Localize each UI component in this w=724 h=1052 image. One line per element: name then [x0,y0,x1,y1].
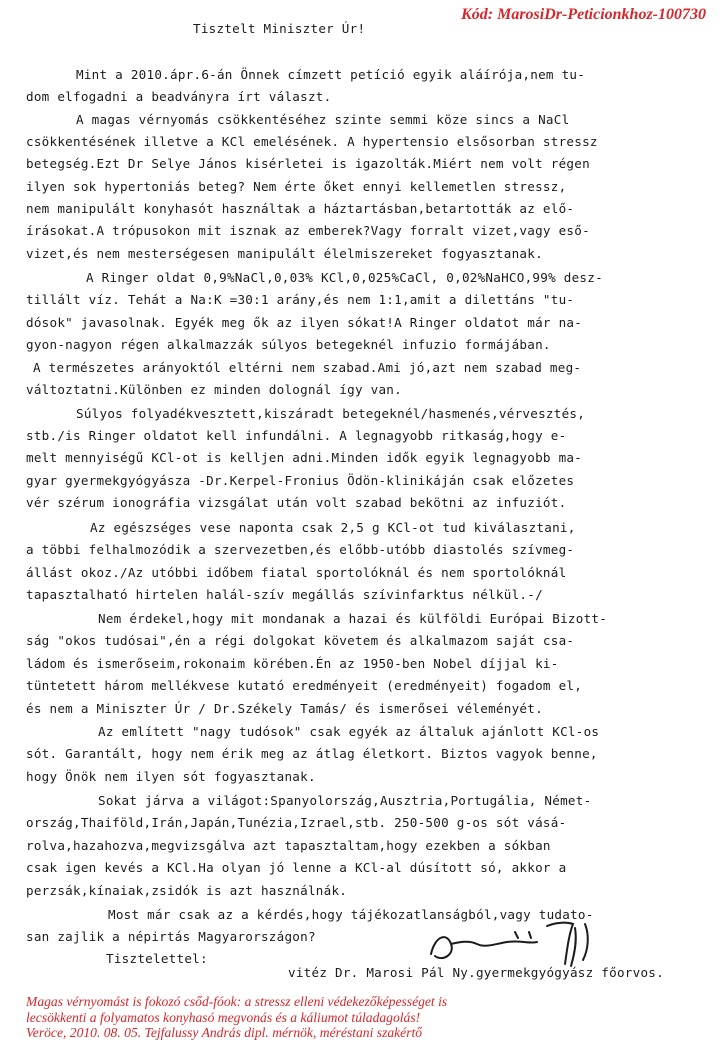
text-line: vizet,és nem mesterségesen manipulált élelmiszereket fogyasztanak. [26,246,543,261]
text-line: és nem a Miniszter Úr / Dr.Székely Tamás/ és ismerősei véleményét. [26,701,543,716]
text-line: betegség.Ezt Dr Selye János kisérletei is igazolták.Miért nem volt régen [26,156,590,171]
text-line: rolva,hazahozva,megvizsgálva azt tapasztaltam,hogy ezekben a sókban [26,838,551,853]
text-line: Az egészséges vese naponta csak 2,5 g KCl-ot tud kiválasztani, [90,520,576,535]
text-line: csak igen kevés a KCl.Ha olyan jó lenne a KCl-al dúsított só, akkor a [26,860,567,875]
text-line: sót. Garantált, hogy nem érik meg az átlag életkort. Biztos vagyok benne, [26,746,598,761]
text-line: tapasztalható hirtelen halál-szív megállás szívinfarktus nélkül.-/ [26,587,543,602]
handwritten-signature [425,914,610,974]
text-line: ilyen sok hypertoniás beteg? Nem érte őket ennyi kellemetlen stressz, [26,179,567,194]
text-line: tillált víz. Tehát a Na:K =30:1 arány,és nem 1:1,amit a dilettáns "tu- [26,292,575,307]
footer-line: Veröce, 2010. 08. 05. Tejfalussy András dipl. mérnök, méréstani szakértő [26,1025,423,1040]
text-line: ság "okos tudósai",én a régi dolgokat követem és alkalmazom saját csa- [26,633,575,648]
text-line: Mint a 2010.ápr.6-án Önnek címzett petíció egyik aláírója,nem tu- [76,67,586,82]
text-line: a többi felhalmozódik a szervezetben,és előbb-utóbb diastolés szívmeg- [26,542,575,557]
text-line: tüntetett három mellékvese kutató eredményeit (eredményeit) fogadom el, [26,678,583,693]
text-line: A Ringer oldat 0,9%NaCl,0,03% KCl,0,025%CaCl, 0,02%NaHCO,99% desz- [86,270,603,285]
text-line: Az említett "nagy tudósok" csak egyék az általuk ajánlott KCl-os [98,724,600,739]
text-line: változtatni.Különben ez minden dolognál így van. [26,382,402,397]
text-line: Nem érdekel,hogy mit mondanak a hazai és külföldi Európai Bizott- [98,611,608,626]
footer-annotation [26,994,447,1041]
text-line: írásokat.A trópusokon mit isznak az emberek?Vagy forralt vizet,vagy eső- [26,223,590,238]
text-line: A magas vérnyomás csökkentéséhez szinte semmi köze sincs a NaCl [76,112,570,127]
text-line: ládom és ismerőseim,rokonaim körében.Én az 1950-ben Nobel díjjal ki- [26,656,559,671]
text-line: vér szérum ionográfia vizsgálat után volt szabad bekötni az infuziót. [26,495,567,510]
footer-line: Magas vérnyomást is fokozó csőd-fóok: a stressz elleni védekezőképességet is [26,994,448,1009]
text-line: san zajlik a népirtás Magyarországon? [26,929,316,944]
text-line: Súlyos folyadékvesztett,kiszáradt betegeknél/hasmenés,vérvesztés, [76,406,586,421]
text-line: Most már csak az a kérdés,hogy tájékozatlanságból,vagy tudato- [108,907,594,922]
text-line: stb./is Ringer oldatot kell infundálni. A legnagyobb ritkaság,hogy e- [26,428,567,443]
text-line: gyon-nagyon régen alkalmazzák súlyos betegeknél infuzio formájában. [26,337,551,352]
salutation: Tisztelt Miniszter Úr! [193,21,366,36]
text-line: dósok" javasolnak. Egyék meg ők az ilyen sókat!A Ringer oldatot már na- [26,315,583,330]
text-line: hogy Önök nem ilyen sót fogyasztanak. [26,769,316,784]
text-line: dom elfogadni a beadványra írt választ. [26,89,332,104]
closing: Tisztelettel: [106,951,208,966]
signer-name: vitéz Dr. Marosi Pál Ny.gyermekgyógyász főorvos. [288,965,664,980]
document-code-label: Kód: MarosiDr-Peticionkhoz-100730 [461,6,706,23]
text-line: csökkentésének illetve a KCl emelésének. A hypertensio elsősorban stressz [26,134,598,149]
text-line: nem manipulált konyhasót használtak a háztartásban,betartották az elő- [26,201,575,216]
text-line: Sokat járva a világot:Spanyolország,Ausztria,Portugália, Német- [98,793,592,808]
text-line: gyar gyermekgyógyásza -Dr.Kerpel-Fronius Ödön-klinikáján csak előzetes [26,473,575,488]
text-line: melt mennyiségű KCl-ot is kelljen adni.Minden idők egyik legnagyobb ma- [26,450,583,465]
text-line: A természetes arányoktól eltérni nem szabad.Ami jó,azt nem szabad meg- [33,360,582,375]
footer-line: lecsökkenti a folyamatos konyhasó megvonás és a káliumot túladagolás! [26,1009,421,1025]
text-line: perzsák,kínaiak,zsidók is azt használnák. [26,883,348,898]
text-line: állást okoz./Az utóbbi időbem fiatal sportolóknál és nem sportolóknál [26,565,567,580]
text-line: ország,Thaiföld,Irán,Japán,Tunézia,Izrael,stb. 250-500 g-os sót vásá- [26,815,567,830]
